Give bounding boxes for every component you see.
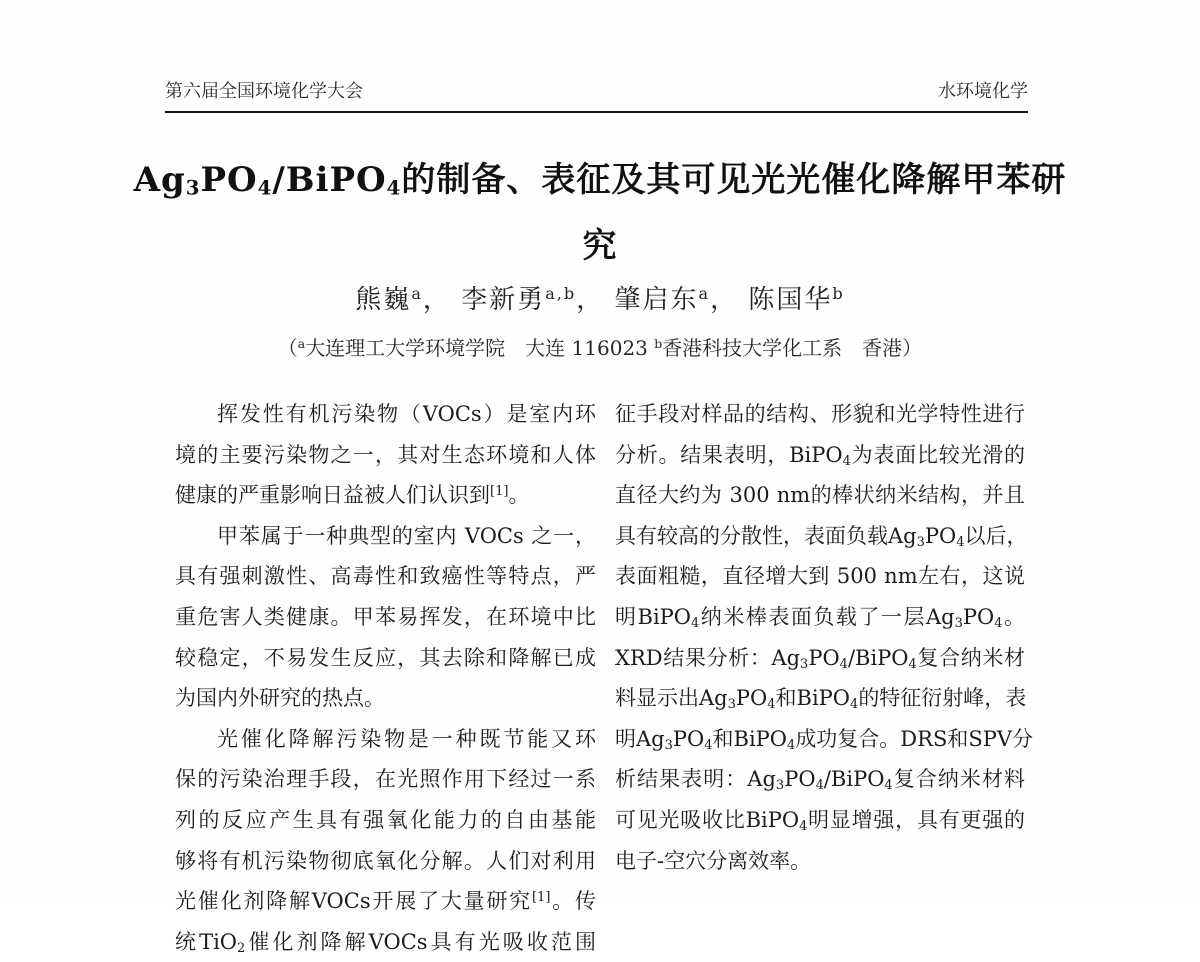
text-line: 较稳定，不易发生反应，其去除和降解已成 — [175, 645, 596, 670]
text-line: 甲苯属于一种典型的室内 VOCs 之一， — [217, 523, 596, 548]
body-left-column — [175, 394, 596, 962]
text-line: 征手段对样品的结构、形貌和光学特性进行 — [615, 402, 1025, 426]
affiliation-line: （$^a$大连理工大学环境学院 大连 116023 $^b$香港科技大学化工系 香港） — [277, 336, 923, 360]
text-line: 分析。结果表明，BiPO$_4$为表面比较光滑的 — [615, 442, 1025, 469]
header-divider — [165, 111, 1028, 113]
paper-title-line1: $Ag_3PO_4/BiPO_4$的制备、表征及其可见光光催化降解甲苯研 — [133, 160, 1067, 200]
body-right-column — [615, 394, 1034, 881]
paper-title-line2: 究 — [582, 226, 618, 266]
text-line: 明BiPO$_4$纳米棒表面负载了一层$Ag_3PO_4$。 — [615, 604, 1026, 631]
text-line: 具有强刺激性、高毒性和致癌性等特点，严 — [175, 564, 596, 589]
text-line: 可见光吸收比BiPO$_4$明显增强，具有更强的 — [615, 807, 1025, 834]
text-line: 健康的严重影响日益被人们认识到[1]。 — [175, 483, 530, 508]
text-line: 表面粗糙，直径增大到 500 nm左右，这说 — [615, 564, 1025, 589]
paper-title — [90, 147, 1110, 279]
text-line: 挥发性有机污染物（VOCs）是室内环 — [217, 402, 596, 426]
text-line: 析结果表明：$Ag_3PO_4/BiPO_4$复合纳米材料 — [615, 767, 1026, 794]
text-line: 光催化降解污染物是一种既节能又环 — [217, 726, 596, 751]
text-line: 电子-空穴分离效率。 — [615, 848, 812, 873]
session-name: 水环境化学 — [938, 81, 1028, 102]
conference-name: 第六届全国环境化学大会 — [165, 81, 363, 102]
text-line: 具有较高的分散性，表面负载$Ag_3PO_4$以后， — [615, 523, 1028, 550]
text-line: 明$Ag_3PO_4$和BiPO$_4$成功复合。DRS和SPV分 — [615, 726, 1034, 753]
text-line: 统TiO$_2$催化剂降解VOCs具有光吸收范围 — [175, 929, 596, 956]
text-line: 重危害人类健康。甲苯易挥发，在环境中比 — [175, 604, 596, 629]
text-line: 境的主要污染物之一，其对生态环境和人体 — [175, 442, 596, 467]
text-line: 够将有机污染物彻底氧化分解。人们对利用 — [175, 848, 596, 873]
text-line: 保的污染治理手段，在光照作用下经过一系 — [175, 767, 596, 792]
page-header — [165, 82, 1028, 102]
text-line: 为国内外研究的热点。 — [175, 686, 385, 711]
text-line: 列的反应产生具有强氧化能力的自由基能 — [175, 807, 596, 832]
text-line: XRD结果分析：$Ag_3PO_4/BiPO_4$复合纳米材 — [615, 645, 1025, 672]
authors-line: 熊巍$^a$， 李新勇$^{a,b}$， 肇启东$^a$， 陈国华$^b$ — [355, 284, 845, 315]
text-line: 光催化剂降解VOCs开展了大量研究[1]。传 — [175, 889, 597, 914]
text-line: 料显示出$Ag_3PO_4$和BiPO$_4$的特征衍射峰，表 — [615, 686, 1027, 713]
text-line: 直径大约为 300 nm的棒状纳米结构，并且 — [615, 483, 1025, 508]
